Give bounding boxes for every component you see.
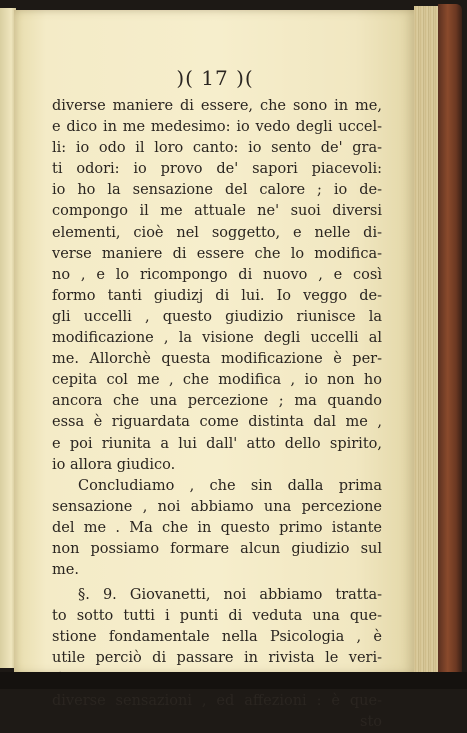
text-line: verse maniere di essere che lo modifica- bbox=[52, 245, 382, 262]
page-edges bbox=[414, 6, 440, 678]
text-line: cepita col me , che modifica , io non ho bbox=[52, 372, 382, 389]
text-line: essa è riguardata come distinta dal me , bbox=[52, 414, 382, 431]
text-line: elementi, cioè nel soggetto, e nelle di- bbox=[52, 224, 382, 241]
text-line: non possiamo formare alcun giudizio sul bbox=[52, 540, 382, 557]
text-line: formo tanti giudizj di lui. Io veggo de- bbox=[52, 287, 382, 304]
text-line: li: io odo il loro canto: io sento de' gra- bbox=[52, 140, 382, 157]
text-line: §. 9. Giovanetti, noi abbiamo tratta- bbox=[78, 587, 382, 604]
text-line: no , e lo ricompongo di nuovo , e così bbox=[52, 266, 382, 283]
text-line: ti odori: io provo de' sapori piacevoli: bbox=[52, 161, 382, 178]
text-line: to sotto tutti i punti di veduta una que- bbox=[52, 608, 382, 625]
text-line: e dico in me medesimo: io vedo degli uccel- bbox=[52, 119, 382, 136]
page-number: )( 17 )( bbox=[176, 66, 254, 90]
text-line: diverse maniere di essere, che sono in me, bbox=[52, 98, 382, 114]
text-line: utile perciò di passare in rivista le veri- bbox=[52, 650, 382, 667]
book-cover bbox=[438, 4, 462, 680]
text-line: del me . Ma che in questo primo istante bbox=[52, 519, 382, 536]
text-line: e poi riunita a lui dall' atto dello spirito, bbox=[52, 435, 382, 452]
background-shadow bbox=[0, 672, 467, 689]
page-body-text bbox=[52, 96, 382, 733]
text-line: stione fondamentale nella Psicologia , è bbox=[52, 629, 382, 646]
text-line: me. bbox=[52, 562, 79, 579]
text-line: compongo il me attuale ne' suoi diversi bbox=[52, 203, 382, 220]
text-line: me. Allorchè questa modificazione è per- bbox=[52, 351, 382, 368]
text-line: sensazione , noi abbiamo una percezione bbox=[52, 498, 382, 515]
book-page bbox=[14, 10, 416, 730]
text-line: gli uccelli , questo giudizio riunisce la bbox=[52, 308, 382, 325]
text-line: Concludiamo , che sin dalla prima bbox=[78, 477, 382, 494]
text-line: ancora che una percezione ; ma quando bbox=[52, 393, 382, 410]
catchword: sto bbox=[360, 713, 382, 730]
text-line: diverse sensazioni , ed affezioni : è que- bbox=[52, 692, 382, 709]
text-line: modificazione , la visione degli uccelli al bbox=[52, 330, 382, 347]
text-line: io allora giudico. bbox=[52, 456, 176, 473]
text-line: io ho la sensazione del calore ; io de- bbox=[52, 182, 382, 199]
